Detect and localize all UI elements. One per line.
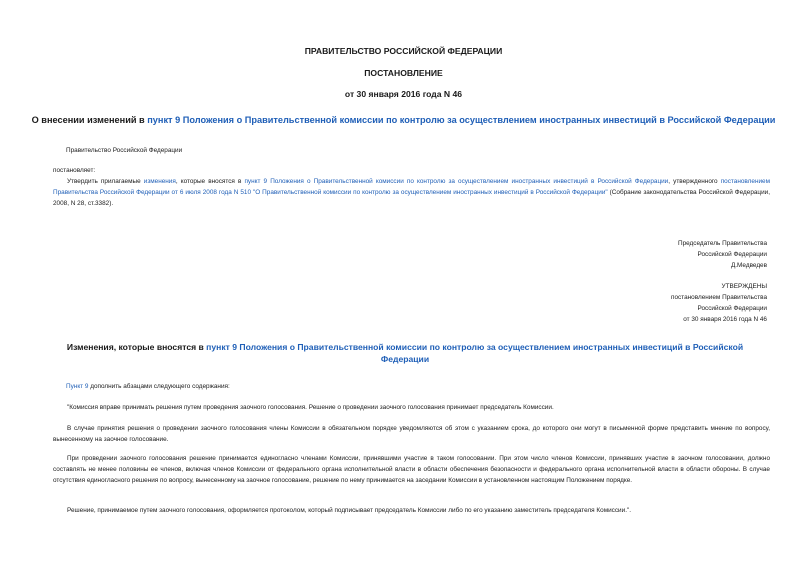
signature-block <box>678 238 767 271</box>
approve-mid1: , которые вносятся в <box>175 178 245 185</box>
document-title <box>0 115 807 125</box>
approval-block <box>671 281 767 325</box>
date-number-heading: от 30 января 2016 года N 46 <box>344 89 463 99</box>
point9-intro-link[interactable]: Пункт 9 <box>66 383 89 390</box>
signature-name: Д.Медведев <box>730 262 767 269</box>
changes-title-prefix: Изменения, которые вносятся в <box>66 342 207 352</box>
signature-country: Российской Федерации <box>697 251 767 258</box>
preamble-government: Правительство Российской Федерации <box>66 147 183 154</box>
approval-line-3: Российской Федерации <box>697 305 767 312</box>
title-link[interactable]: пункт 9 Положения о Правительственной комиссии по контролю за осуществлением иностранных инвестиций в Российской Федерации <box>147 115 776 125</box>
approve-prefix: Утвердить прилагаемые <box>67 178 144 185</box>
title-prefix: О внесении изменений в <box>31 115 148 125</box>
decree-510-link[interactable]: постановлением Правительства Российской Федерации от 6 июля 2008 года N 510 "О Правительственной комиссии по контролю за осуществлением иностранных инвестиций в Российской Федерации" <box>53 178 770 196</box>
doc-type-heading: ПОСТАНОВЛЕНИЕ <box>364 68 443 78</box>
approve-suffix: (Собрание законодательства Российской Федерации, 2008, N 28, ст.3382). <box>53 188 771 207</box>
changes-link[interactable]: изменения <box>143 178 176 185</box>
signature-position: Председатель Правительства <box>678 240 767 247</box>
approval-line-2: постановлением Правительства <box>671 294 767 301</box>
approve-mid2: , утвержденного <box>668 178 721 185</box>
approve-paragraph <box>53 177 770 209</box>
preamble-decree: постановляет: <box>53 167 96 174</box>
changes-intro <box>66 382 230 393</box>
authority-heading: ПРАВИТЕЛЬСТВО РОССИЙСКОЙ ФЕДЕРАЦИИ <box>304 46 503 56</box>
point9-link[interactable]: пункт 9 Положения о Правительственной комиссии по контролю за осуществлением иностранных инвестиций в Российской Федерации <box>244 178 669 185</box>
approval-line-1: УТВЕРЖДЕНЫ <box>721 283 767 290</box>
body-paragraph-2: В случае принятия решения о проведении заочного голосования члены Комиссии в обязательном порядке уведомляются об этом с указанием срока, до которого они могут в письменной форме представить мнение по вопросу, вынесенному на заочное голосование. <box>53 425 770 443</box>
body-paragraph-3: При проведении заочного голосования решение принимается единогласно членами Комиссии, принявшими участие в таком голосовании. При этом число членов Комиссии, принявших участие в заочном голосовании, должно составлять не менее половины ее членов, включая членов Комиссии от федерального органа исполнительной власти в области обеспечения безопасности и федерального органа исполнительной власти в области обороны. В случае отсутствия единогласного решения по вопросу, вынесенному на заочное голосование, решение по нему принимается на заседании Комиссии в установленном настоящим Положением порядке. <box>53 455 770 484</box>
changes-title-link[interactable]: пункт 9 Положения о Правительственной комиссии по контролю за осуществлением иностранных инвестиций в Российской Федерации <box>206 342 744 364</box>
body-paragraph-4: Решение, принимаемое путем заочного голосования, оформляется протоколом, который подписывает председатель Комиссии либо по его указанию заместитель председателя Комиссии.". <box>67 507 632 514</box>
changes-title <box>60 341 750 365</box>
changes-intro-text: дополнить абзацами следующего содержания: <box>88 383 230 390</box>
approval-line-4: от 30 января 2016 года N 46 <box>683 316 767 323</box>
body-paragraph-1: "Комиссия вправе принимать решения путем проведения заочного голосования. Решение о проведении заочного голосования принимает председатель Комиссии. <box>67 404 554 411</box>
